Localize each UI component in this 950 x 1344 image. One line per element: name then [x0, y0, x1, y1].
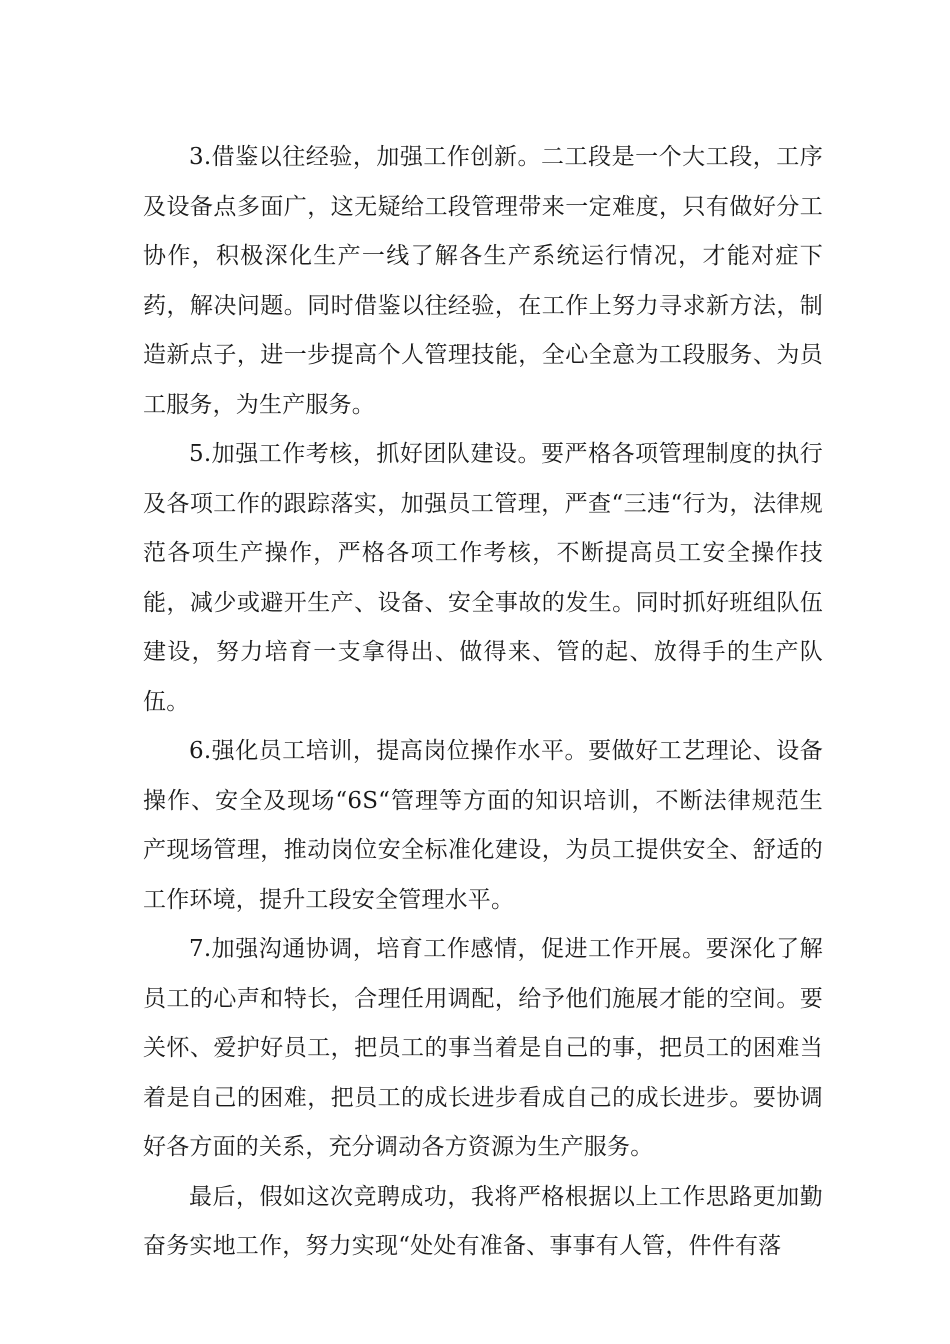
paragraph-item-6: 6.强化员工培训，提高岗位操作水平。要做好工艺理论、设备操作、安全及现场“6S“管理等方面的知识培训，不断法律规范生产现场管理，推动岗位安全标准化建设，为员工提供安全、舒适的工作环境，提升工段安全管理水平。 — [143, 738, 823, 913]
document-body — [143, 133, 823, 1272]
paragraph-conclusion: 最后，假如这次竞聘成功，我将严格根据以上工作思路更加勤奋务实地工作，努力实现“处处有准备、事事有人管，件件有落 — [143, 1183, 823, 1259]
paragraph-item-3: 3.借鉴以往经验，加强工作创新。二工段是一个大工段，工序及设备点多面广，这无疑给工段管理带来一定难度，只有做好分工协作，积极深化生产一线了解各生产系统运行情况，才能对症下药，解决问题。同时借鉴以往经验，在工作上努力寻求新方法，制造新点子，进一步提高个人管理技能，全心全意为工段服务、为员工服务，为生产服务。 — [143, 144, 823, 418]
paragraph-item-7: 7.加强沟通协调，培育工作感情，促进工作开展。要深化了解员工的心声和特长，合理任用调配，给予他们施展才能的空间。要关怀、爱护好员工，把员工的事当着是自己的事，把员工的困难当着是自己的困难，把员工的成长进步看成自己的成长进步。要协调好各方面的关系，充分调动各方资源为生产服务。 — [143, 936, 823, 1160]
paragraph-item-5: 5.加强工作考核，抓好团队建设。要严格各项管理制度的执行及各项工作的跟踪落实，加强员工管理，严查“三违“行为，法律规范各项生产操作，严格各项工作考核，不断提高员工安全操作技能，减少或避开生产、设备、安全事故的发生。同时抓好班组队伍建设，努力培育一支拿得出、做得来、管的起、放得手的生产队伍。 — [143, 441, 823, 715]
